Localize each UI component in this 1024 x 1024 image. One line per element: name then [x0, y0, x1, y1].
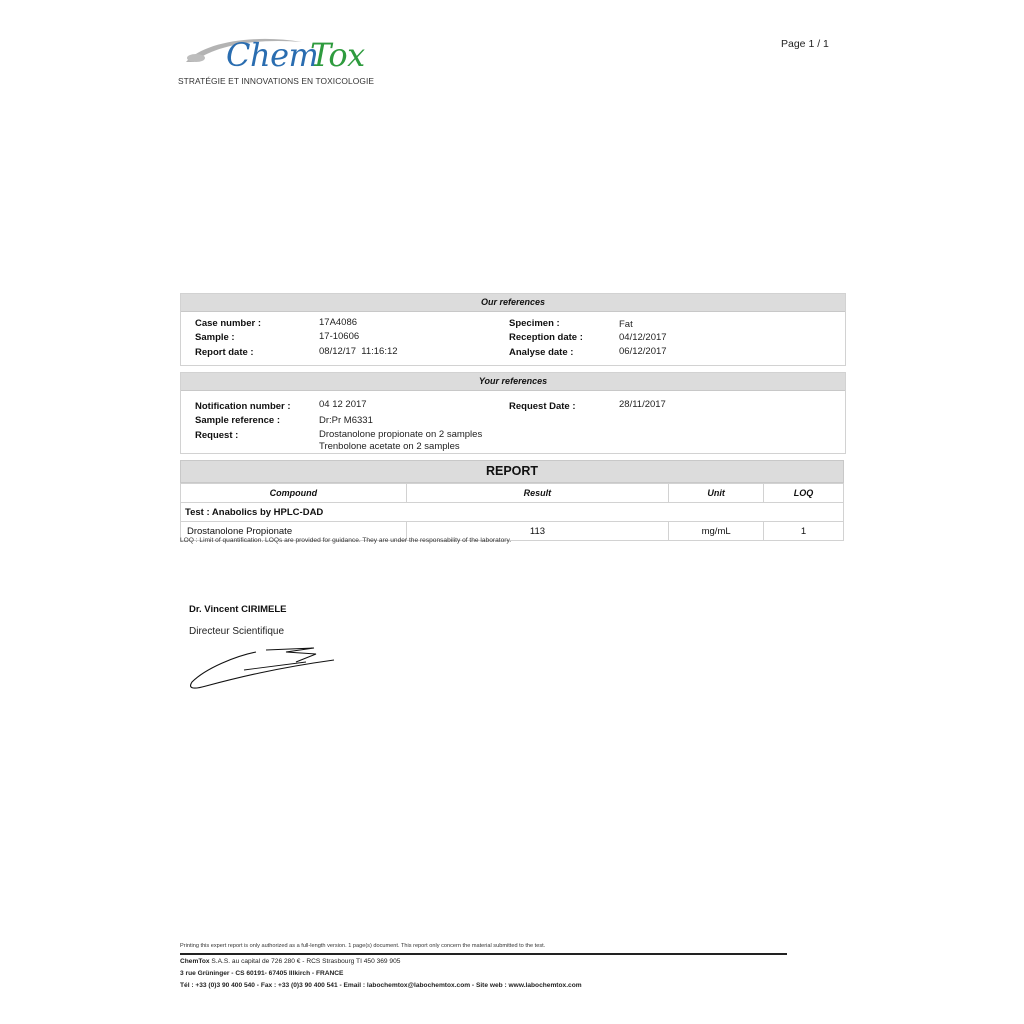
column-header-result: Result [406, 484, 669, 503]
notification-number-value: 04 12 2017 [319, 399, 367, 410]
test-method-row [181, 503, 844, 522]
column-header-loq: LOQ [764, 484, 844, 503]
footer-address: 3 rue Grüninger - CS 60191- 67405 Illkirch - FRANCE [180, 970, 344, 977]
column-header-compound: Compound [181, 484, 407, 503]
footer-company-name: ChemTox [180, 958, 210, 965]
test-method-label: Test : Anabolics by HPLC-DAD [181, 503, 844, 522]
result-cell: 113 [406, 522, 669, 541]
page-number: Page 1 / 1 [781, 38, 829, 50]
report-date-label: Report date : [195, 347, 254, 358]
loq-note: LOQ : Limit of quantification. LOQs are provided for guidance. They are under the responsability of the laboratory. [180, 537, 512, 544]
case-number-label: Case number : [195, 318, 261, 329]
specimen-label: Specimen : [509, 318, 560, 329]
footer-company [180, 958, 400, 965]
logo-tagline: STRATÉGIE ET INNOVATIONS EN TOXICOLOGIE [178, 76, 375, 86]
case-number-value: 17A4086 [319, 317, 358, 328]
sample-value: 17-10606 [319, 331, 360, 342]
logo-tox-text: Tox [310, 36, 365, 74]
our-references-section [180, 293, 846, 366]
chemtox-logo [178, 34, 388, 90]
report-section [180, 460, 844, 541]
sample-reference-value: Dr:Pr M6331 [319, 415, 373, 426]
specimen-value: Fat [619, 319, 633, 330]
reception-date-label: Reception date : [509, 332, 583, 343]
signatory-name: Dr. Vincent CIRIMELE [189, 604, 287, 615]
signatory-title: Directeur Scientifique [189, 626, 285, 637]
request-date-label: Request Date : [509, 401, 576, 412]
footer-contact: Tél : +33 (0)3 90 400 540 - Fax : +33 (0)3 90 400 541 - Email : labochemtox@labochemtox.com - Site web : www.labochemtox.com [180, 982, 582, 989]
signature-image [186, 638, 346, 694]
sample-label: Sample : [195, 332, 235, 343]
report-date-value: 08/12/17 11:16:12 [319, 346, 398, 357]
footer-company-details: S.A.S. au capital de 726 280 € - RCS Strasbourg TI 450 369 905 [209, 958, 401, 965]
request-value-line2: Trenbolone acetate on 2 samples [319, 441, 460, 452]
sample-reference-label: Sample reference : [195, 415, 281, 426]
column-header-unit: Unit [669, 484, 764, 503]
notification-number-label: Notification number : [195, 401, 291, 412]
report-table [180, 483, 844, 541]
our-references-title: Our references [181, 294, 845, 312]
your-references-section [180, 372, 846, 454]
unit-cell: mg/mL [669, 522, 764, 541]
request-date-value: 28/11/2017 [619, 399, 666, 410]
footer-note: Printing this expert report is only authorized as a full-length version. 1 page(s) document. This report only concern the material submitted to the test. [180, 943, 546, 949]
request-value-line1: Drostanolone propionate on 2 samples [319, 429, 483, 440]
compound-cell: Drostanolone Propionate [181, 522, 407, 541]
logo-chem-text: Chem [226, 36, 319, 74]
report-header-row [181, 484, 844, 503]
analyse-date-value: 06/12/2017 [619, 346, 667, 357]
reception-date-value: 04/12/2017 [619, 332, 667, 343]
footer-divider [180, 953, 787, 955]
your-references-title: Your references [181, 373, 845, 391]
loq-cell: 1 [764, 522, 844, 541]
analyse-date-label: Analyse date : [509, 347, 574, 358]
report-title: REPORT [180, 460, 844, 483]
request-label: Request : [195, 430, 239, 441]
